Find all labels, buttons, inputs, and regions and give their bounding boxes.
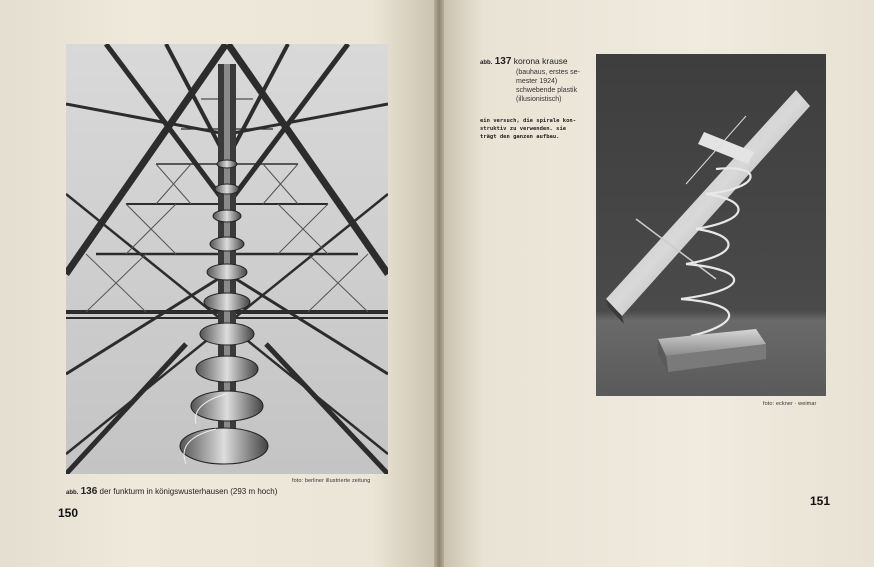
page-number-left: 150 <box>58 506 79 520</box>
caption-details <box>480 68 590 104</box>
tower-photo <box>66 44 388 474</box>
caption-note <box>480 117 590 141</box>
figure-number: 137 <box>494 56 512 67</box>
book-gutter <box>434 0 444 567</box>
caption-text: der funkturm in königswusterhausen (293 m hoch) <box>99 487 278 496</box>
sculpture-illustration <box>596 54 826 396</box>
photo-credit-right: foto: eckner · weimar <box>763 401 817 407</box>
tower-illustration <box>66 44 388 474</box>
sculpture-photo <box>596 54 826 396</box>
caption-title-line <box>480 56 590 67</box>
abb-label: abb. <box>480 60 493 66</box>
caption-title: korona krause <box>513 56 568 66</box>
caption-line: schwebende plastik <box>516 87 578 94</box>
page-number-right: 151 <box>810 494 831 508</box>
caption-line: mester 1924) <box>516 78 558 85</box>
note-line: ein versuch, die spirale kon- <box>480 118 577 124</box>
caption-line: (bauhaus, erstes se- <box>516 69 580 76</box>
abb-label: abb. <box>66 490 79 496</box>
caption-line: (illusionistisch) <box>516 96 562 103</box>
note-line: trägt den ganzen aufbau. <box>480 134 560 140</box>
figure-number: 136 <box>80 486 98 497</box>
figure-caption-136 <box>66 486 277 497</box>
note-line: struktiv zu verwenden. sie <box>480 126 567 132</box>
photo-credit-left: foto: berliner illustrierte zeitung <box>292 478 371 484</box>
figure-caption-137 <box>480 56 590 104</box>
